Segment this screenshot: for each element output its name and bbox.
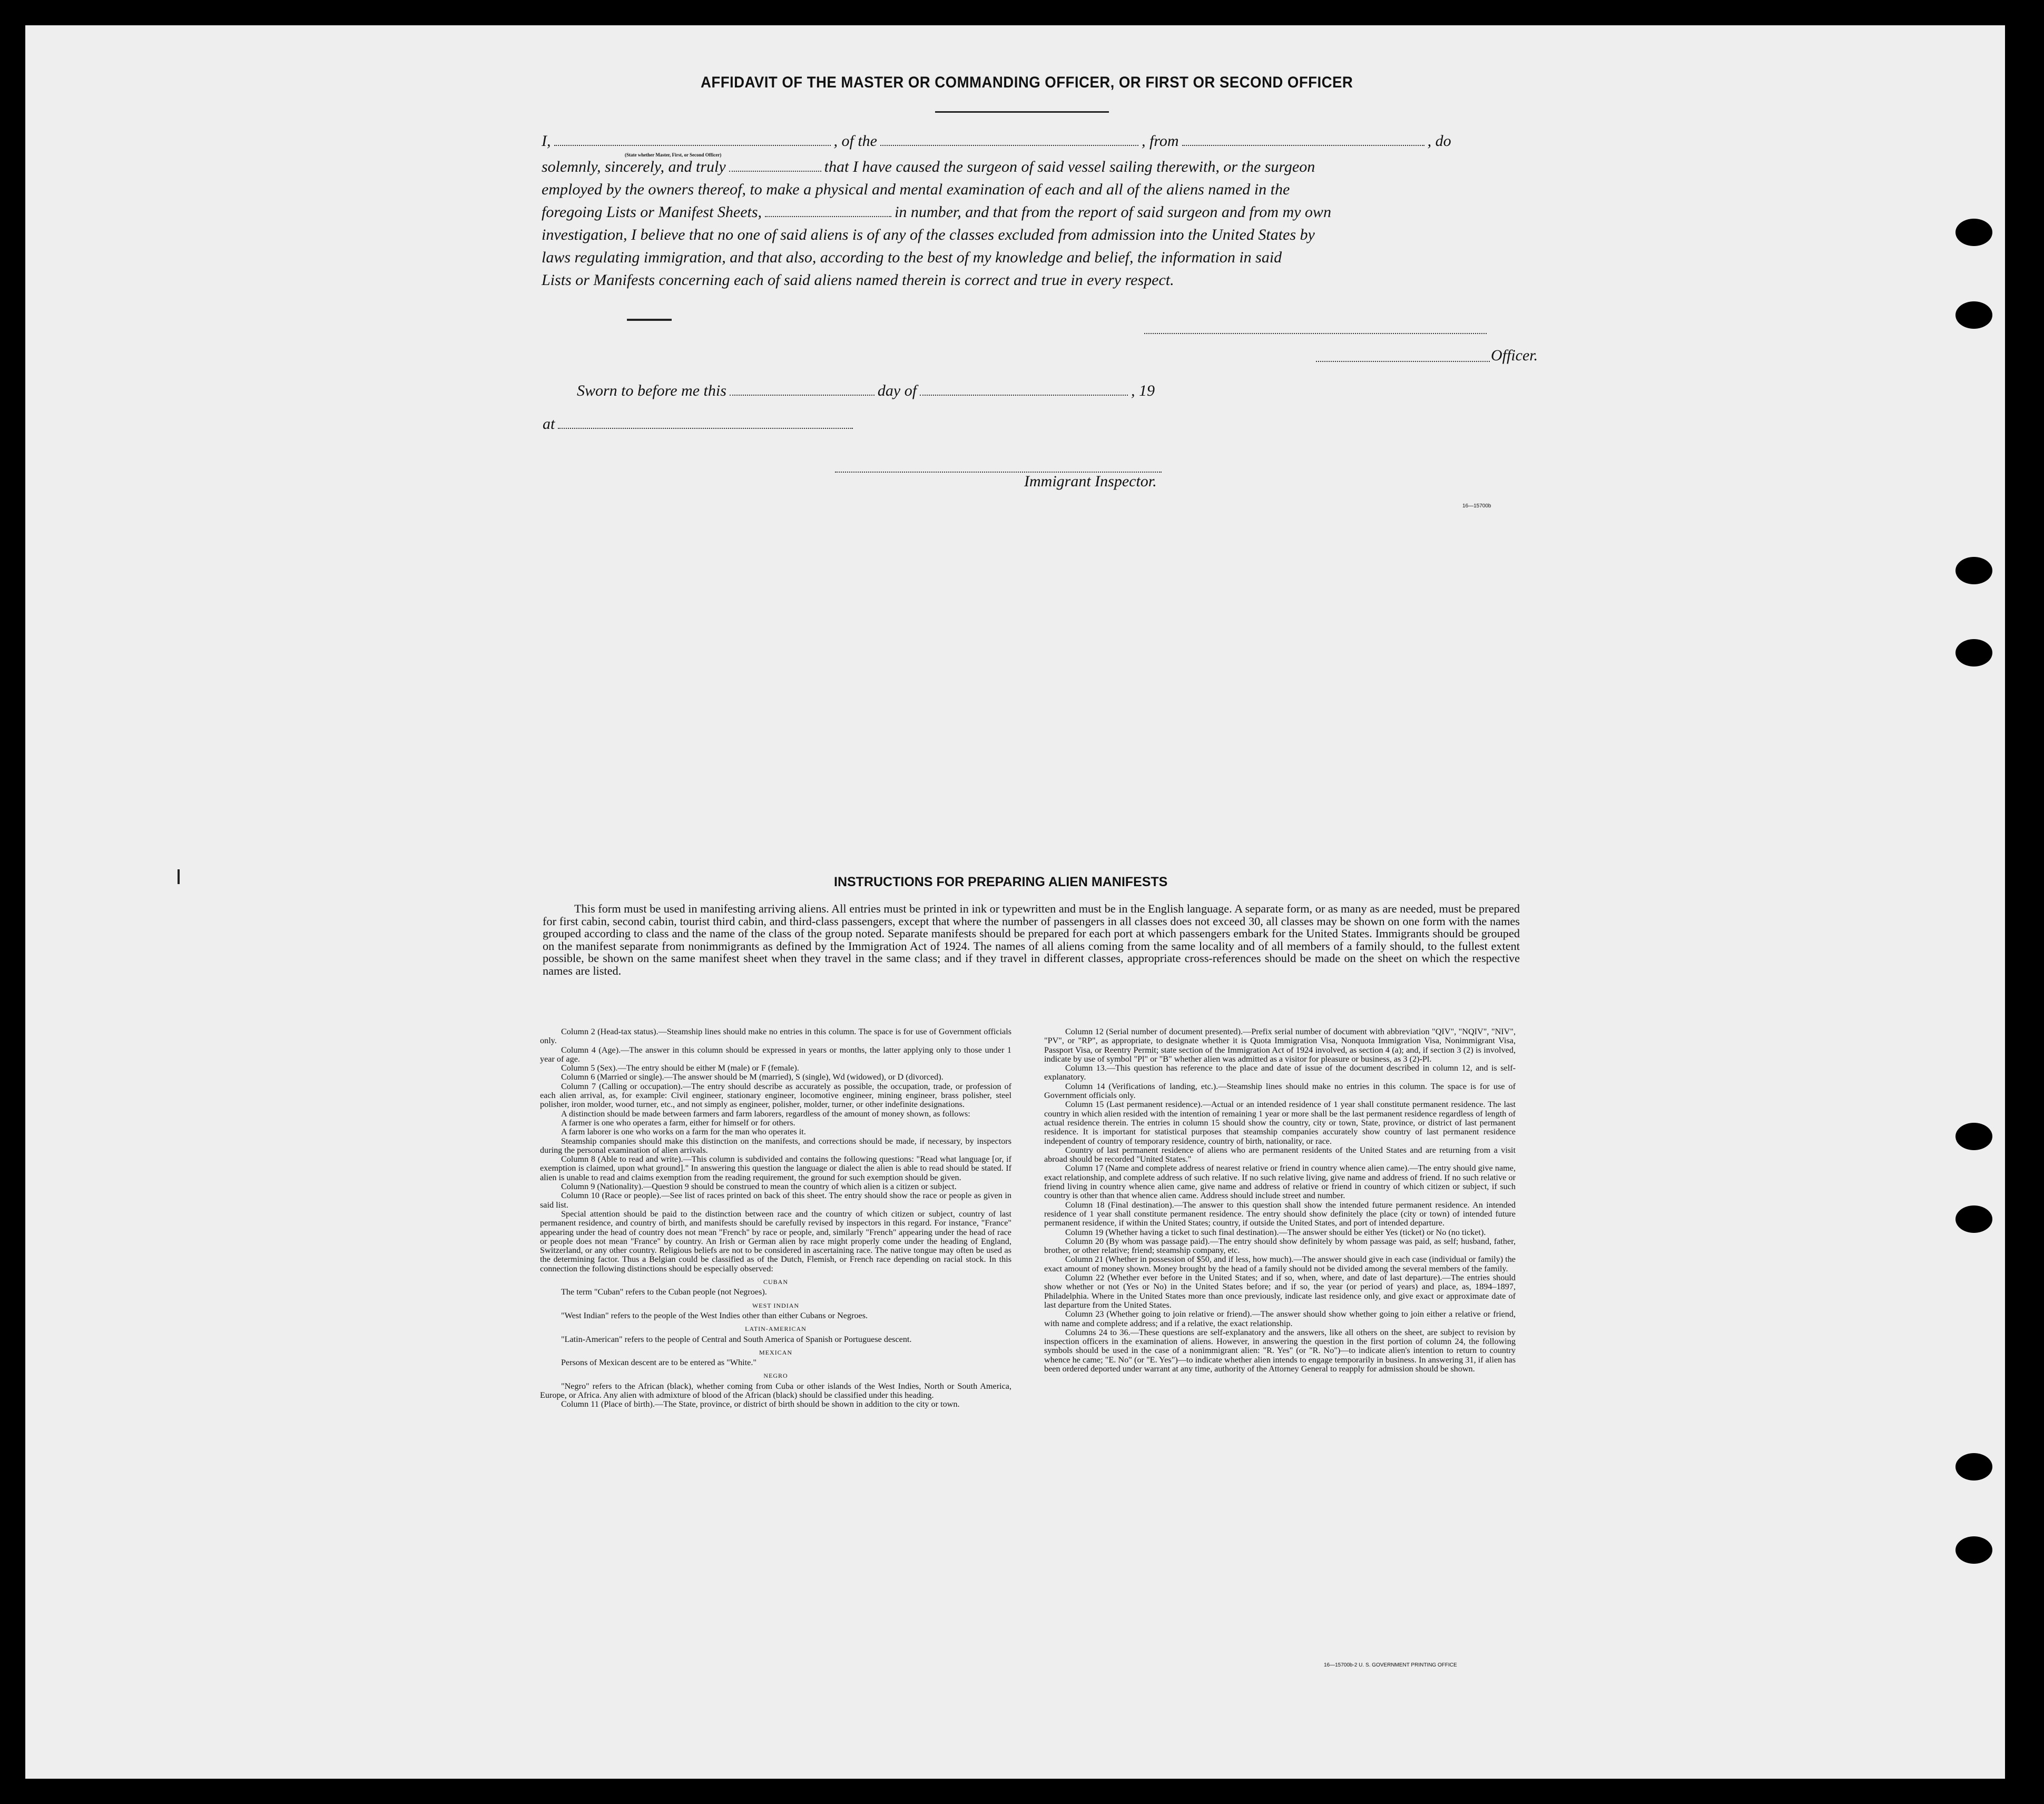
punch-hole bbox=[1955, 1205, 1992, 1233]
affidavit-line-4: foregoing Lists or Manifest Sheets, in number, and that from the report of said surgeon and from my own bbox=[542, 203, 1331, 221]
inspector-label: Immigrant Inspector. bbox=[1024, 473, 1157, 490]
printer-footer: 16—15700b-2 U. S. GOVERNMENT PRINTING OFFICE bbox=[1324, 1662, 1457, 1668]
heading-cuban: CUBAN bbox=[763, 1278, 788, 1286]
oath-blank[interactable] bbox=[729, 171, 821, 172]
sheet-count-blank[interactable] bbox=[765, 216, 891, 217]
sworn-line: Sworn to before me this day of , 19 bbox=[577, 382, 1155, 399]
form-number: 16—15700b bbox=[1462, 503, 1491, 509]
affidavit-line-1: I, , of the , from , do bbox=[542, 132, 1451, 150]
punch-hole bbox=[1955, 301, 1992, 329]
instructions-title: INSTRUCTIONS FOR PREPARING ALIEN MANIFESTS bbox=[834, 875, 1168, 889]
punch-hole bbox=[1955, 1123, 1992, 1150]
vessel-name-blank[interactable] bbox=[880, 145, 1138, 146]
title-underline bbox=[935, 111, 1109, 113]
instructions-intro: This form must be used in manifesting arriving aliens. All entries must be printed in ink or typewritten and must be in the English language. A separate form, or as many as are needed, must be prepared for first cabin, second cabin, tourist third cabin, and third-class passengers, except that where the number of passengers in all classes does not exceed 30, all classes may be shown on one form with the names grouped according to class and the name of the class of the group noted. Separate manifests should be prepared for each port at which passengers embark for the United States. Immigrants should be grouped on the manifest separate from nonimmigrants as defined by the Immigration Act of 1924. The names of all aliens coming from the same locality and of all members of a family should, to the fullest extent possible, be shown on the same manifest sheet when they travel in the same class; and if they travel in different classes, appropriate cross-references should be made on the sheet on which the respective names are listed. bbox=[543, 902, 1520, 977]
punch-hole bbox=[1955, 557, 1992, 584]
sworn-month-blank[interactable] bbox=[920, 395, 1128, 396]
instructions-left-column: Column 2 (Head-tax status).—Steamship lines should make no entries in this column. The space is for use of Government officials only. Column 4 (Age).—The answer in this column should be expressed in years or months, the latter applying only to those under 1 year of age. Column 5 (Sex).—The entry should be either M (male) or F (female). Column 6 (Married or single).—The answer should be M (married), S (single), Wd (widowed), or D (divorced). Column 7 (Calling or occupation).—The entry should describe as accurately as possible, the occupation, trade, or profession of each alien arrival, as, for example: Civil engineer, stationary engineer, locomotive engineer, mining engineer, brass polisher, steel polisher, iron molder, wood turner, etc., and not simply as engineer, polisher, molder, turner, or other indefinite designations. A distinction should be made between farmers and farm laborers, regardless of the amount of money shown, as follows: A farmer is one who operates a farm, either for himself or for others. A farm laborer is one who works on a farm for the man who operates it. Steamship companies should make this distinction on the manifests, and corrections should be made, if necessary, by inspectors during the personal examination of alien arrivals. Column 8 (Able to read and write).—This column is subdivided and contains the following questions: "Read what language [or, if exemption is claimed, upon what ground]." In answering this question the language or dialect the alien is able to read should be stated. If alien is unable to read and claims exemption from the reading requirement, the ground for such exemption should be given. Column 9 (Nationality).—Question 9 should be construed to mean the country of which alien is a citizen or subject. Column 10 (Race or people).—See list of races printed on back of this sheet. The entry should show the race or people as given in said list. Special attention should be paid to the distinction between race and the country of which citizen or subject, country of last permanent residence, and country of birth, and manifests should be carefully revised by inspectors in this regard. For instance, "France" appearing under the head of country does not mean "French" by race or people, and, similarly "French" appearing under the head of race or people does not mean "France" by country. An Irish or German alien by race might properly come under the heading of England, Switzerland, or any other country. Religious beliefs are not to be considered in ascertaining race. The native tongue may often be used as the determining factor. Thus a Belgian could be classified as of the Dutch, Flemish, or French race depending on racial stock. In this connection the following distinctions should be especially observed: CUBAN The term "Cuban" refers to the Cuban people (not Negroes). WEST INDIAN "West Indian" refers to the people of the West Indies other than either Cubans or Negroes. LATIN-AMERICAN "Latin-American" refers to the people of Central and South America of Spanish or Portuguese descent. MEXICAN Persons of Mexican descent are to be entered as "White." NEGRO "Negro" refers to the African (black), whether coming from Cuba or other islands of the West Indies, North or South America, Europe, or Africa. Any alien with admixture of blood of the African (black) should be classified under this heading. Column 11 (Place of birth).—The State, province, or district of birth should be shown in addition to the city or town. bbox=[540, 1027, 1011, 1409]
sworn-place-blank[interactable] bbox=[558, 428, 853, 429]
punch-hole bbox=[1955, 639, 1992, 666]
officer-signature-line[interactable] bbox=[1316, 361, 1490, 362]
sworn-day-blank[interactable] bbox=[730, 395, 874, 396]
affidavit-line-7: Lists or Manifests concerning each of said aliens named therein is correct and true in every respect. bbox=[542, 271, 1174, 289]
heading-negro: NEGRO bbox=[763, 1372, 788, 1380]
signature-line[interactable] bbox=[1144, 333, 1487, 334]
ink-mark bbox=[178, 869, 180, 884]
sworn-at-line: at bbox=[543, 413, 1521, 435]
affidavit-line-5: investigation, I believe that no one of said aliens is of any of the classes excluded from admission into the United States by bbox=[542, 226, 1315, 243]
affidavit-line-6: laws regulating immigration, and that also, according to the best of my knowledge and belief, the information in said bbox=[542, 249, 1282, 266]
punch-hole bbox=[1955, 219, 1992, 246]
officer-rank-blank[interactable] bbox=[554, 145, 831, 146]
affidavit-line-2: solemnly, sincerely, and truly that I have caused the surgeon of said vessel sailing therewith, or the surgeon bbox=[542, 158, 1315, 175]
heading-latin-american: LATIN-AMERICAN bbox=[745, 1325, 807, 1333]
affidavit-line-3: employed by the owners thereof, to make a physical and mental examination of each and all of the aliens named in the bbox=[542, 181, 1290, 198]
ink-mark bbox=[627, 319, 672, 321]
rank-note: (State whether Master, First, or Second Officer) bbox=[625, 152, 722, 158]
officer-label: Officer. bbox=[1491, 347, 1538, 364]
heading-mexican: MEXICAN bbox=[759, 1348, 792, 1356]
heading-west-indian: WEST INDIAN bbox=[752, 1301, 800, 1309]
affidavit-title: AFFIDAVIT OF THE MASTER OR COMMANDING OFFICER, OR FIRST OR SECOND OFFICER bbox=[701, 74, 1353, 91]
port-from-blank[interactable] bbox=[1182, 145, 1424, 146]
punch-hole bbox=[1955, 1536, 1992, 1564]
instructions-right-column: Column 12 (Serial number of document presented).—Prefix serial number of document with abbreviation "QIV", "NQIV", "NIV", "PV", or "RP", as appropriate, to designate whether it is Quota Immigration Visa, Nonquota Immigration Visa, Nonimmigrant Visa, Passport Visa, or Reentry Permit; state section of the Immigration Act of 1924 involved, as section 4 (a); and, if section 3 (2) is involved, indicate by use of symbol "Pl" or "B" whether alien was admitted as a visitor for pleasure or business, as 3 (2)-Pl. Column 13.—This question has reference to the place and date of issue of the document described in column 12, and is self-explanatory. Column 14 (Verifications of landing, etc.).—Steamship lines should make no entries in this column. The space is for use of Government officials only. Column 15 (Last permanent residence).—Actual or an intended residence of 1 year shall constitute permanent residence. The last country in which alien resided with the intention of remaining 1 year or more shall be the last permanent residence regardless of length of actual residence therein. The entries in column 15 should show the country, city or town, State, province, or district of last permanent residence. It is important for statistical purposes that steamship companies accurately show country of last permanent residence independent of country of temporary residence, country of birth, nationality, or race. Country of last permanent residence of aliens who are permanent residents of the United States and are returning from a visit abroad should be recorded "United States." Column 17 (Name and complete address of nearest relative or friend in country whence alien came).—The entry should give name, exact relationship, and complete address of such relative. If no such relative living, give name and address of friend. If no such relative or friend living in country whence alien came, give name and address of relative or friend in country of which citizen or subject, if such country is other than that whence alien came. Address should include street and number. Column 18 (Final destination).—The answer to this question shall show the intended future permanent residence. An intended residence of 1 year shall constitute permanent residence. The entry should show definitely the place (city or town) of intended future permanent residence, if within the United States; country, if outside the United States, and port of intended departure. Column 19 (Whether having a ticket to such final destination).—The answer should be either Yes (ticket) or No (no ticket). Column 20 (By whom was passage paid).—The entry should show definitely by whom passage was paid, as self; husband, father, brother, or other relative; friend; steamship company, etc. Column 21 (Whether in possession of $50, and if less, how much).—The answer should give in each case (individual or family) the exact amount of money shown. Money brought by the head of a family should not be divided among the several members of the family. Column 22 (Whether ever before in the United States; and if so, when, where, and date of last departure).—The entries should show whether or not (Yes or No) in the United States before; and if so, the year (or period of years) and place, as, 1894–1897, Philadelphia. Where in the United States more than once previously, indicate last residence only, and give exact or approximate date of last departure from the United States. Column 23 (Whether going to join relative or friend).—The answer should show whether going to join either a relative or friend, with name and complete address; and if a relative, the exact relationship. Columns 24 to 36.—These questions are self-explanatory and the answers, like all others on the sheet, are subject to revision by inspection officers in the examination of aliens. However, in answering the question in the first portion of column 24, the following symbols should be used in the case of a nonimmigrant alien: "R. Yes" (or "R. No")—to indicate alien's intention to return to country whence he came; "E. No" (or "E. Yes")—to indicate whether alien intends to engage temporarily in business. In answering 31, if alien has been ordered deported under warrant at any time, authority of the Attorney General to reapply for admission should be shown. bbox=[1044, 1027, 1516, 1374]
punch-hole bbox=[1955, 1453, 1992, 1481]
